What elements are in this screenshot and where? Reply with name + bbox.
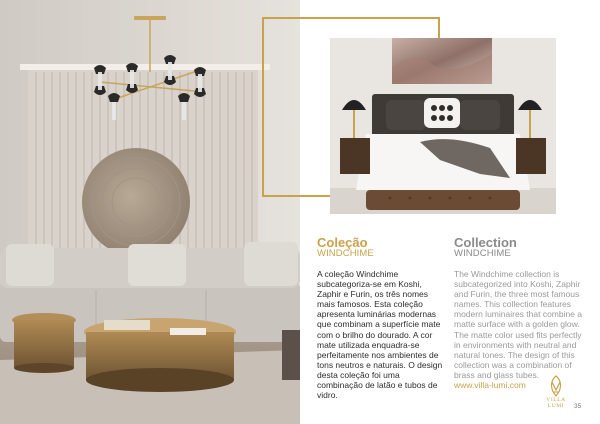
portuguese-column bbox=[317, 236, 445, 400]
portuguese-body: A coleção Windchime subcategoriza-se em Koshi, Zaphir e Furin, os três nomes mais famosos. Esta coleção apresenta luminárias modernas que combinam a superfície mate com o brilho do dourado. A cor mate utilizada enquadra-se perfeitamente nos ambientes de tons neutros e naturais. O design desta coleção foi uma combinação de latão e tubos de vidro. bbox=[317, 269, 443, 401]
logo-line-1: VILLA bbox=[546, 397, 566, 403]
english-subtitle: WINDCHIME bbox=[454, 248, 511, 259]
page-number: 35 bbox=[574, 403, 582, 410]
logo-mark-icon bbox=[546, 375, 566, 397]
english-column bbox=[454, 236, 584, 390]
logo-line-2: LUMI bbox=[547, 403, 565, 409]
portuguese-title: Coleção bbox=[317, 235, 368, 250]
bedroom-photo bbox=[330, 38, 556, 214]
villa-lumi-logo bbox=[536, 375, 576, 417]
portuguese-subtitle: WINDCHIME bbox=[317, 248, 374, 259]
english-title: Collection bbox=[454, 235, 517, 250]
website-link[interactable]: www.villa-lumi.com bbox=[454, 380, 526, 391]
english-body: The Windchime collection is subcategorized into Koshi, Zaphir and Furin, the three most famous names. This collection features modern luminaires that combine a matte surface with a golden glow. The matte color used fits perfectly in environments with neutral and natural tones. The design of this collection was a combination of brass and glass tubes. bbox=[454, 269, 583, 380]
